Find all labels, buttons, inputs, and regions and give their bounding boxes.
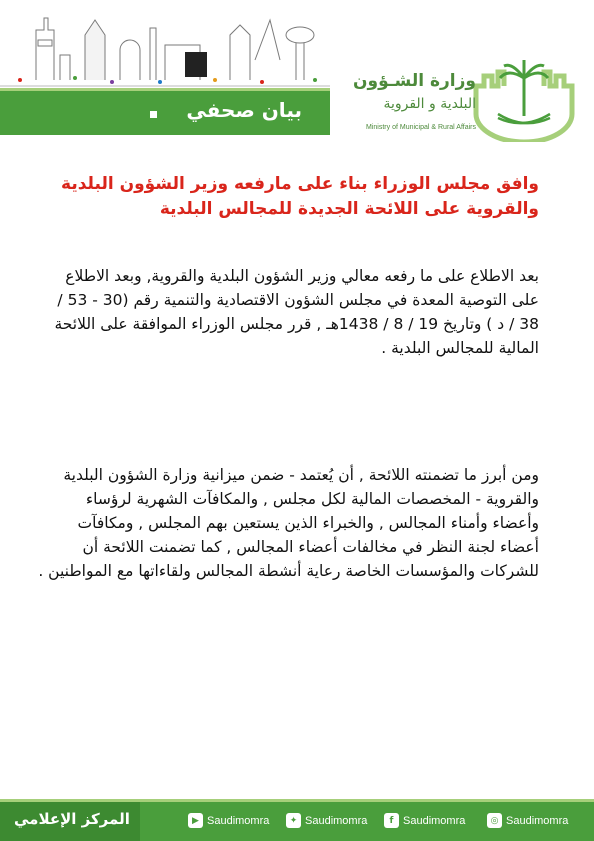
press-release-headline: وافق مجلس الوزراء بناء على مارفعه وزير الشؤون البلدية والقروية على اللائحة الجديدة للمجالس البلدية: [61, 174, 539, 219]
ministry-name-english: Ministry of Municipal & Rural Affairs: [366, 124, 476, 131]
twitter-handle: Saudimomra: [305, 814, 368, 827]
ministry-name-arabic: وزارة الشـؤون: [353, 71, 476, 91]
body-paragraph-1: بعد الاطلاع على ما رفعه معالي وزير الشؤون البلدية والقروية, وبعد الاطلاع على التوصية المعدة في مجلس الشؤون الاقتصادية والتنمية رقم (30 - 53 / 38 / د ) وتاريخ 19 / 8 / 1438هـ , قرر مجلس الوزراء الموافقة على اللائحة المالية للمجالس البلدية .: [54, 267, 539, 357]
media-center-block: [0, 802, 140, 841]
banner-title: بيان صحفي: [186, 98, 302, 122]
banner-bullet: [150, 111, 157, 118]
facebook-icon: f: [384, 813, 399, 828]
city-skyline-illustration: [0, 0, 330, 90]
press-release-banner: [0, 88, 330, 135]
ministry-name-arabic-subtitle: البلدية و القروية: [383, 96, 476, 112]
youtube-icon: ▶: [188, 813, 203, 828]
instagram-link[interactable]: [487, 813, 568, 828]
body-paragraph-2: ومن أبرز ما تضمنته اللائحة , أن يُعتمد - ضمن ميزانية وزارة الشؤون البلدية والقروية - المخصصات المالية لكل مجلس , والمكافآت الشهرية لرؤساء وأعضاء وأمناء المجالس , والخبراء الذين يستعين بهم المجلس , ومكافآت أعضاء لجنة النظر في مخالفات أعضاء المجالس , كما تضمنت اللائحة أن للشركات والمؤسسات الخاصة رعاية أنشطة المجالس ولقاءاتها مع المواطنين .: [38, 466, 539, 580]
twitter-icon: ✦: [286, 813, 301, 828]
youtube-handle: Saudimomra: [207, 814, 270, 827]
palm-swords-emblem-icon: [468, 56, 580, 142]
twitter-link[interactable]: [286, 813, 367, 828]
instagram-icon: ◎: [487, 813, 502, 828]
facebook-link[interactable]: [384, 813, 465, 828]
media-center-label: المركز الإعلامي: [14, 810, 130, 828]
instagram-handle: Saudimomra: [506, 814, 569, 827]
youtube-link[interactable]: [188, 813, 269, 828]
facebook-handle: Saudimomra: [403, 814, 466, 827]
footer-bar: [0, 799, 594, 841]
